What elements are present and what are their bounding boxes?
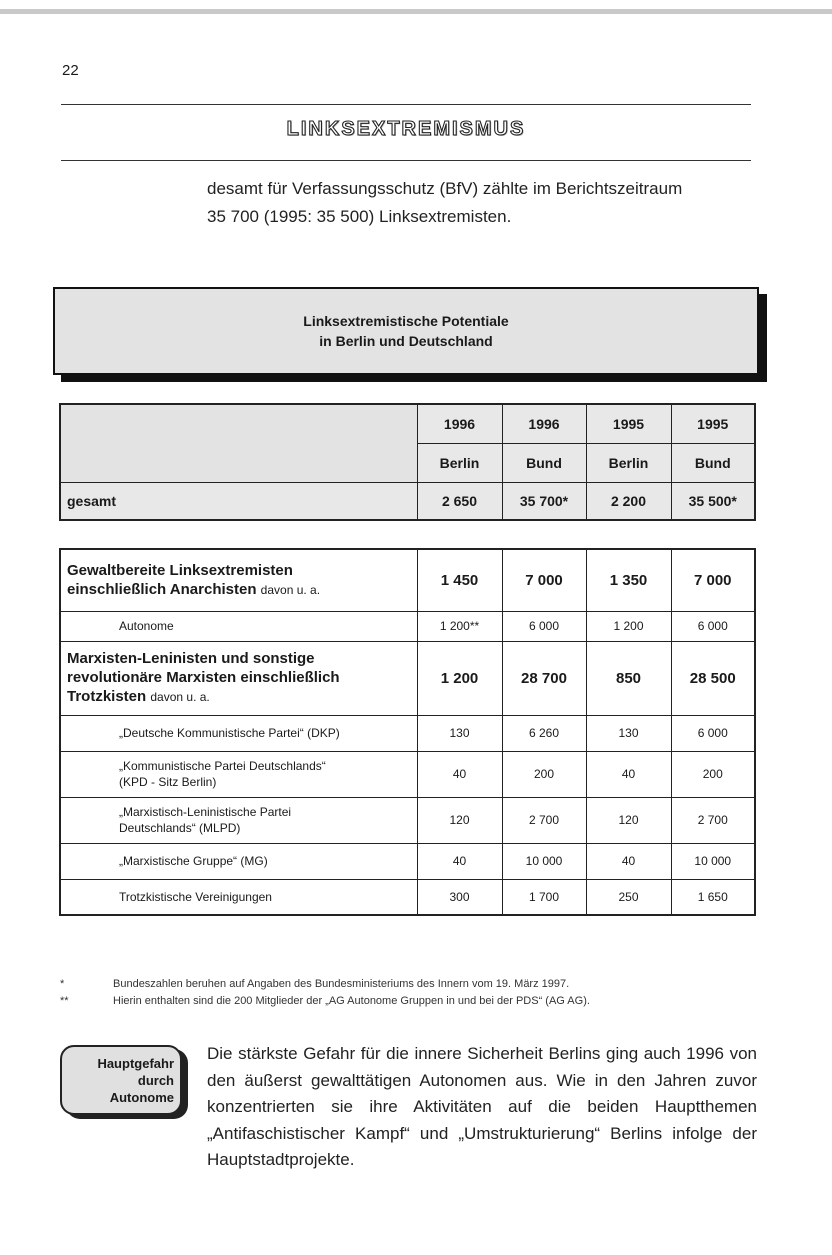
margin-note-line: Hauptgefahr: [97, 1055, 174, 1071]
row-label-line: revolutionäre Marxisten einschließlich: [67, 669, 340, 686]
footnote-mark: *: [60, 978, 65, 990]
row-value: 300: [417, 879, 502, 915]
margin-note-line: Autonome: [109, 1089, 174, 1105]
row-value: 200: [502, 751, 586, 797]
column-year: 1995: [586, 404, 671, 444]
table-row: [60, 641, 755, 715]
table-row: [60, 843, 755, 879]
footnote-mark: **: [60, 995, 69, 1007]
row-label-line: Deutschlands“ (MLPD): [119, 821, 241, 835]
row-value: 7 000: [502, 549, 586, 611]
row-value: 1 200: [586, 611, 671, 641]
column-region: Bund: [671, 444, 755, 483]
scan-top-bar: [0, 9, 832, 14]
column-region: Berlin: [417, 444, 502, 483]
row-label: [60, 797, 417, 843]
row-value: 10 000: [502, 843, 586, 879]
header-blank-cell: [60, 404, 417, 483]
row-value: 250: [586, 879, 671, 915]
row-value: 28 500: [671, 641, 755, 715]
column-year: 1996: [502, 404, 586, 444]
row-label-line: Gewaltbereite Linksextremisten: [67, 561, 293, 579]
row-value: 1 350: [586, 549, 671, 611]
row-value: 200: [671, 751, 755, 797]
row-value: 120: [417, 797, 502, 843]
table-row: [60, 549, 755, 611]
margin-note-line: durch: [137, 1072, 174, 1088]
banner-line: Linksextremistische Potentiale: [303, 313, 509, 329]
row-value: 6 000: [671, 715, 755, 751]
row-label: [60, 549, 417, 611]
footnote-text: Bundeszahlen beruhen auf Angaben des Bundesministeriums des Innern vom 19. März 1997.: [113, 978, 570, 990]
footnote-text: Hierin enthalten sind die 200 Mitglieder der „AG Autonome Gruppen in und bei der PDS“ (AG AG).: [113, 995, 590, 1007]
row-value: 7 000: [671, 549, 755, 611]
table-row: [60, 751, 755, 797]
total-value: 2 200: [586, 483, 671, 521]
banner-line: in Berlin und Deutschland: [319, 333, 493, 349]
row-value: 1 200**: [417, 611, 502, 641]
total-label: gesamt: [60, 483, 417, 521]
footnotes: [60, 976, 780, 1010]
row-label-line: Trotzkistische Vereinigungen: [119, 889, 272, 904]
row-value: 28 700: [502, 641, 586, 715]
row-value: 40: [417, 843, 502, 879]
row-label-line: „Kommunistische Partei Deutschlands“: [119, 759, 326, 773]
row-label-line: „Marxistisch-Leninistische Partei: [119, 805, 292, 819]
row-label-line: „Deutsche Kommunistische Partei“ (DKP): [119, 726, 340, 740]
row-label-line: (KPD - Sitz Berlin): [119, 775, 217, 789]
row-label: [60, 715, 417, 751]
body-paragraph: Die stärkste Gefahr für die innere Sicherheit Berlins ging auch 1996 von den äußerst gewalttätigen Autonomen aus. Wie in den Jahren zuvor konzentrierten sie ihre Aktivitäten auf die beiden Hauptthemen „Antifaschistischer Kampf“ und „Umstrukturierung“ Berlins infolge der Hauptstadtprojekte.: [207, 1044, 757, 1169]
table-row: [60, 715, 755, 751]
row-label-text: einschließlich Anarchisten: [67, 580, 257, 598]
table-row: [60, 797, 755, 843]
header-rule-bottom: [61, 160, 751, 161]
row-value: 40: [417, 751, 502, 797]
column-year: 1996: [417, 404, 502, 444]
row-value: 1 650: [671, 879, 755, 915]
row-value: 130: [417, 715, 502, 751]
row-value: 6 000: [502, 611, 586, 641]
row-value: 850: [586, 641, 671, 715]
row-value: 120: [586, 797, 671, 843]
row-label: [60, 843, 417, 879]
row-value: 2 700: [671, 797, 755, 843]
footnote: [60, 993, 780, 1010]
table-row: [60, 611, 755, 641]
row-label-text: Trotzkisten: [67, 688, 147, 705]
row-value: 40: [586, 751, 671, 797]
column-region: Berlin: [586, 444, 671, 483]
row-label: [60, 751, 417, 797]
row-value: 1 450: [417, 549, 502, 611]
page-number: 22: [62, 62, 79, 79]
row-label-line: [67, 580, 411, 600]
total-row: [60, 483, 755, 521]
row-value: 6 000: [671, 611, 755, 641]
column-year: 1995: [671, 404, 755, 444]
total-value: 2 650: [417, 483, 502, 521]
intro-line: 35 700 (1995: 35 500) Linksextremisten.: [207, 207, 512, 226]
row-label: [60, 879, 417, 915]
row-label-line: „Marxistische Gruppe“ (MG): [119, 854, 268, 868]
page-header-title: LINKSEXTREMISMUS: [286, 118, 526, 140]
table-title-banner: [53, 287, 759, 375]
footnote: [60, 976, 780, 993]
total-value: 35 700*: [502, 483, 586, 521]
row-value: 2 700: [502, 797, 586, 843]
row-label-suffix: davon u. a.: [260, 582, 321, 597]
row-value: 10 000: [671, 843, 755, 879]
row-label-line: Autonome: [119, 619, 174, 633]
table-body: [59, 548, 756, 916]
row-value: 6 260: [502, 715, 586, 751]
row-value: 1 200: [417, 641, 502, 715]
row-value: 130: [586, 715, 671, 751]
intro-paragraph: [207, 175, 757, 231]
total-value: 35 500*: [671, 483, 755, 521]
row-value: 1 700: [502, 879, 586, 915]
row-value: 40: [586, 843, 671, 879]
margin-note-box: [60, 1045, 182, 1115]
row-label-line: Marxisten-Leninisten und sonstige: [67, 650, 315, 667]
row-label-suffix: davon u. a.: [150, 690, 210, 704]
table-header: [59, 403, 756, 521]
intro-line: desamt für Verfassungsschutz (BfV) zählte im Berichtszeitraum: [207, 179, 683, 198]
column-region: Bund: [502, 444, 586, 483]
header-rule-top: [61, 104, 751, 105]
table-row: [60, 879, 755, 915]
row-label-line: [67, 687, 411, 707]
row-label: [60, 641, 417, 715]
row-label: [60, 611, 417, 641]
